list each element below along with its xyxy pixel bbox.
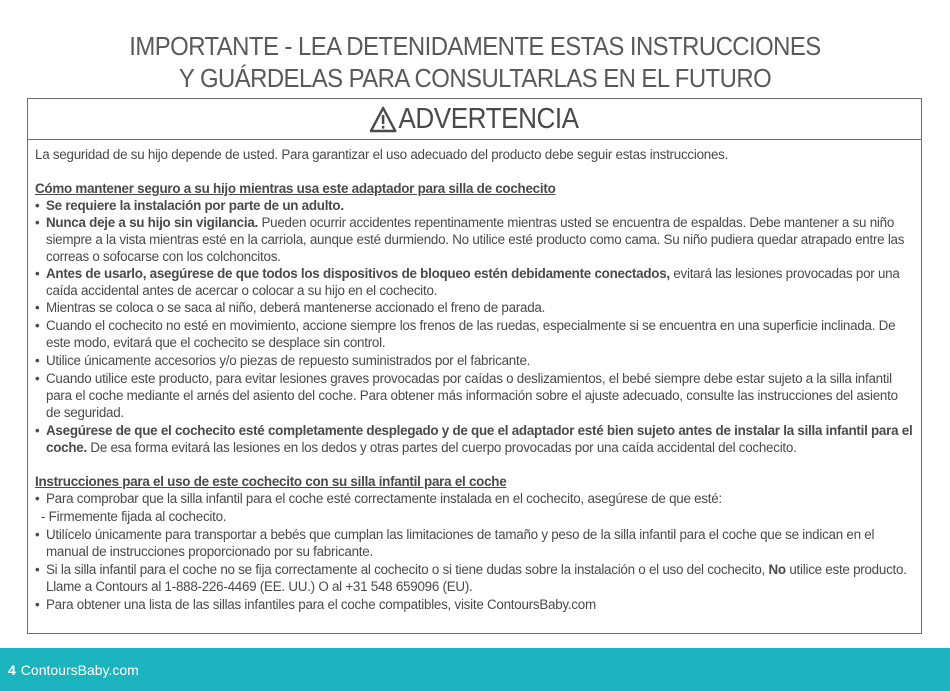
list-item: • Si la silla infantil para el coche no se fija correctamente al cochecito o si tiene dudas sobre la instalación o el uso del cochecito, No utilice este producto. Llame a Contours al 1-888-226-4469 (EE. UU.) O al +31 548 659096 (EU). (35, 561, 913, 595)
warning-label: ADVERTENCIA (398, 102, 579, 135)
list-item: • Utilice únicamente accesorios y/o piezas de repuesto suministrados por el fabricante. (35, 352, 913, 369)
list-item: • Cuando utilice este producto, para evitar lesiones graves provocadas por caídas o deslizamientos, el bebé siempre debe estar sujeto a la silla infantil para el coche mediante el arnés del asiento del coche. Para obtener más información sobre el ajuste adecuado, consulte las instrucciones del asiento de seguridad. (35, 370, 913, 421)
footer-bar (0, 648, 950, 691)
page-title-line-2: Y GUÁRDELAS PARA CONSULTARLAS EN EL FUTURO (178, 63, 772, 93)
page-number: 4 (8, 661, 16, 678)
list-item: • Para comprobar que la silla infantil para el coche esté correctamente instalada en el cochecito, asegúrese de que esté: (35, 490, 913, 507)
list-item: • Cuando el cochecito no esté en movimiento, accione siempre los frenos de las ruedas, especialmente si se encuentra en una superficie inclinada. De este modo, evitará que el cochecito se desplace sin control. (35, 317, 913, 351)
list-item: • Antes de usarlo, asegúrese de que todos los dispositivos de bloqueo estén debidamente conectados, evitará las lesiones provocadas por una caída accidental antes de acercar o colocar a su hijo en el cochecito. (35, 265, 913, 299)
page-title (38, 30, 912, 94)
warning-box (27, 98, 922, 634)
warning-triangle-icon (370, 106, 397, 133)
footer-site: ContoursBaby.com (20, 661, 139, 678)
list-item: • Nunca deje a su hijo sin vigilancia. Pueden ocurrir accidentes repentinamente mientras usted se encuentra de espaldas. Debe mantener a su niño siempre a la vista mientras esté en la carriola, aunque esté durmiendo. No utilice esté producto como cama. Su niño pudiera quedar atrapado entre las correas o sofocarse con los colchoncitos. (35, 214, 913, 265)
list-item: • Mientras se coloca o se saca al niño, deberá mantenerse accionado el freno de parada. (35, 299, 913, 316)
list-item: • Para obtener una lista de las sillas infantiles para el coche compatibles, visite ContoursBaby.com (35, 596, 913, 613)
section-title-safety: Cómo mantener seguro a su hijo mientras usa este adaptador para silla de cochecito (35, 181, 556, 196)
list-item: • Asegúrese de que el cochecito esté completamente desplegado y de que el adaptador esté bien sujeto antes de instalar la silla infantil para el coche. De esa forma evitará las lesiones en los dedos y otras partes del cuerpo provocadas por una caída accidental del cochecito. (35, 422, 913, 456)
list-subitem: - Firmemente fijada al cochecito. (41, 509, 227, 524)
warning-header (28, 99, 921, 140)
intro-text: La seguridad de su hijo depende de usted. Para garantizar el uso adecuado del producto debe seguir estas instrucciones. (35, 147, 729, 162)
page-title-line-1: IMPORTANTE - LEA DETENIDAMENTE ESTAS INSTRUCCIONES (129, 31, 821, 61)
warning-content (28, 140, 921, 613)
section-title-car-seat: Instrucciones para el uso de este cochecito con su silla infantil para el coche (35, 474, 507, 489)
list-item: • Utilícelo únicamente para transportar a bebés que cumplan las limitaciones de tamaño y peso de la silla infantil para el coche que se indican en el manual de instrucciones proporcionado por su fabricante. (35, 526, 913, 560)
list-item: • Se requiere la instalación por parte de un adulto. (35, 197, 913, 214)
